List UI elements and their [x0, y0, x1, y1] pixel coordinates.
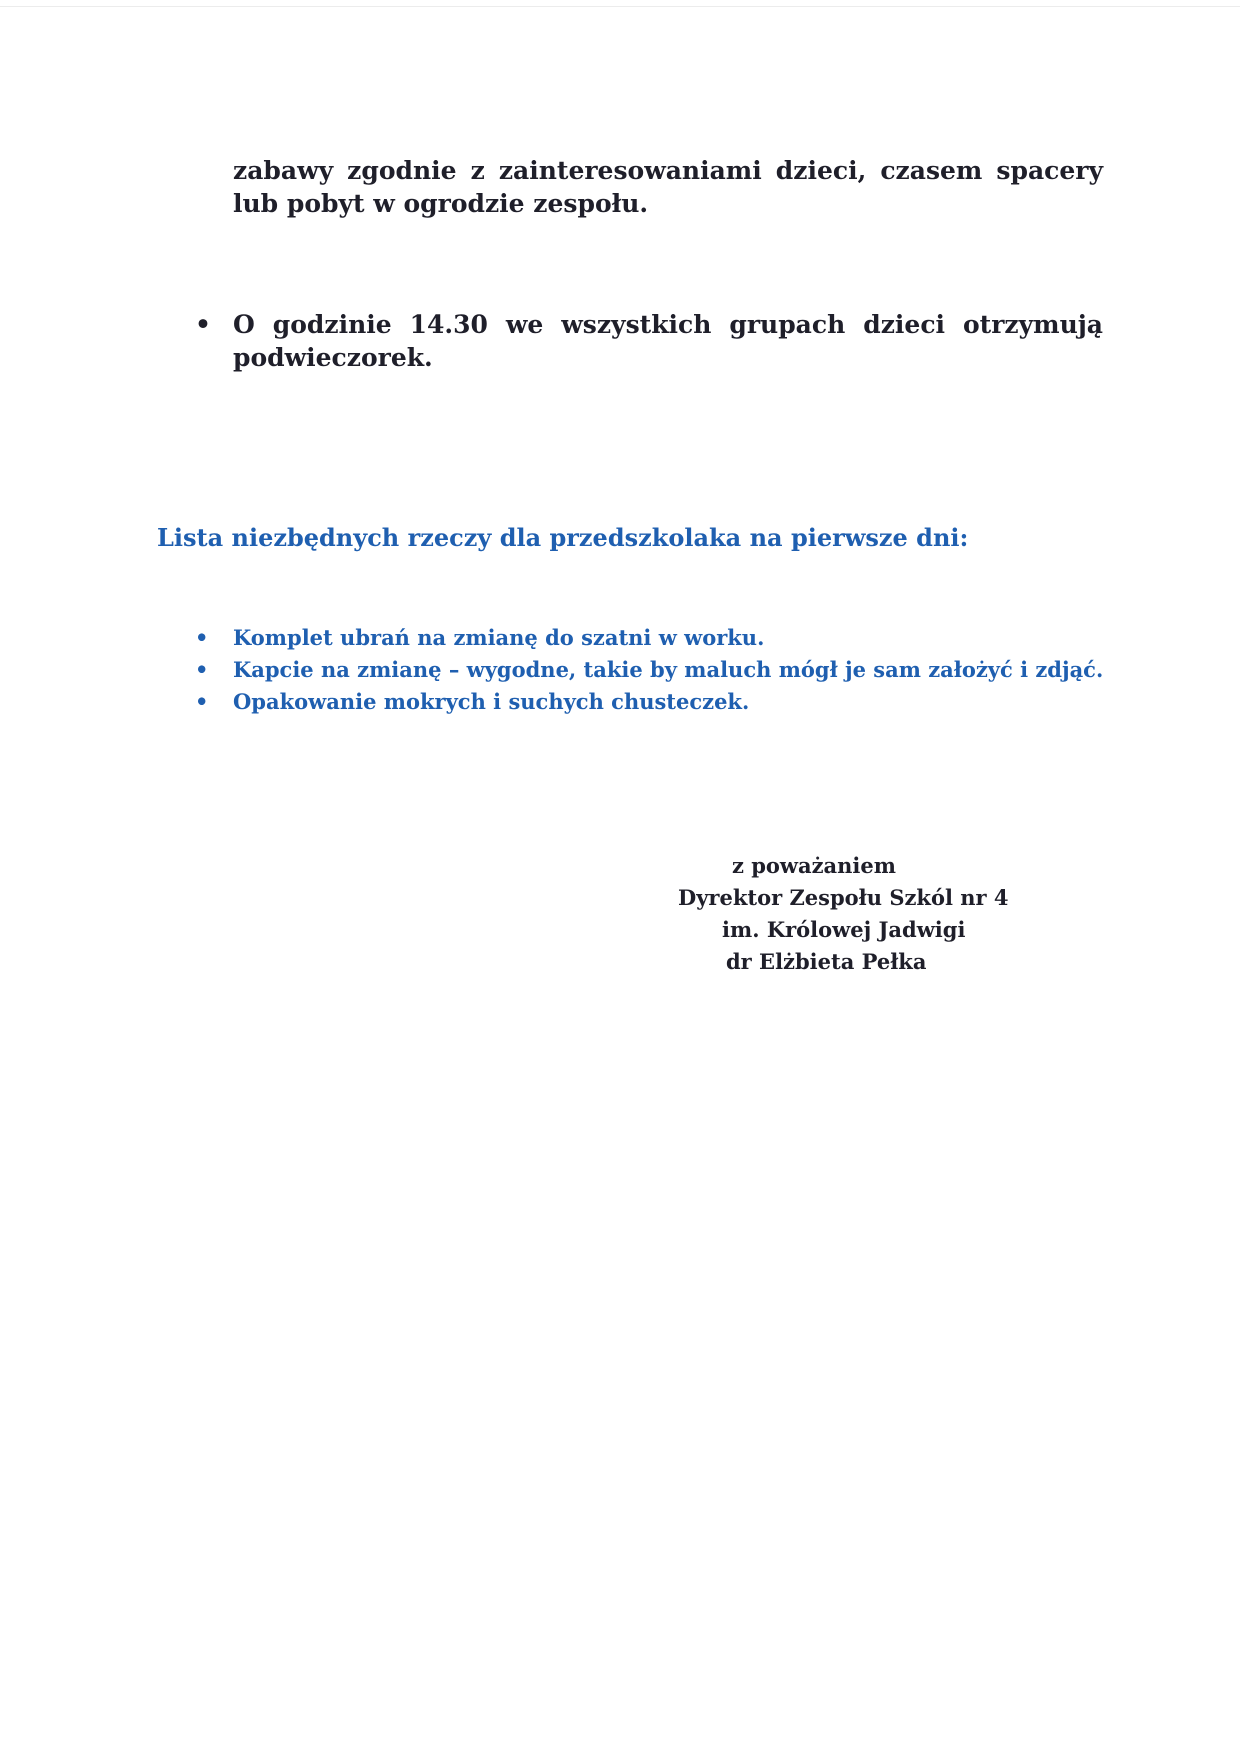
- signatory-title: Dyrektor Zespołu Szkól nr 4: [678, 885, 1009, 910]
- closing-salutation: z poważaniem: [732, 853, 896, 878]
- bullet-icon: •: [195, 689, 209, 714]
- bullet-icon: •: [195, 625, 209, 650]
- bullet-icon: •: [195, 657, 209, 682]
- page-top-edge: [0, 6, 1240, 7]
- paragraph-continuation: zabawy zgodnie z zainteresowaniami dzieci, czasem spacery lub pobyt w ogrodzie zespołu.: [233, 156, 1103, 218]
- list-heading: Lista niezbędnych rzeczy dla przedszkolaka na pierwsze dni:: [157, 523, 969, 552]
- checklist-item-text: Komplet ubrań na zmianę do szatni w worku.: [233, 625, 765, 650]
- snack-item-text: O godzinie 14.30 we wszystkich grupach dzieci otrzymują podwieczorek.: [233, 310, 1103, 372]
- list-item: [195, 654, 1135, 686]
- list-item: [195, 308, 1103, 374]
- checklist-item-text: Kapcie na zmianę – wygodne, takie by maluch mógł je sam założyć i zdjąć.: [233, 657, 1104, 682]
- signatory-name: dr Elżbieta Pełka: [726, 949, 927, 974]
- bullet-icon: •: [195, 310, 211, 339]
- school-name: im. Królowej Jadwigi: [722, 917, 966, 942]
- list-item: [195, 686, 1135, 718]
- schedule-list: [195, 308, 1103, 374]
- checklist: [195, 622, 1135, 718]
- signature-block: [630, 850, 1070, 978]
- list-item: [195, 622, 1135, 654]
- checklist-item-text: Opakowanie mokrych i suchych chusteczek.: [233, 689, 750, 714]
